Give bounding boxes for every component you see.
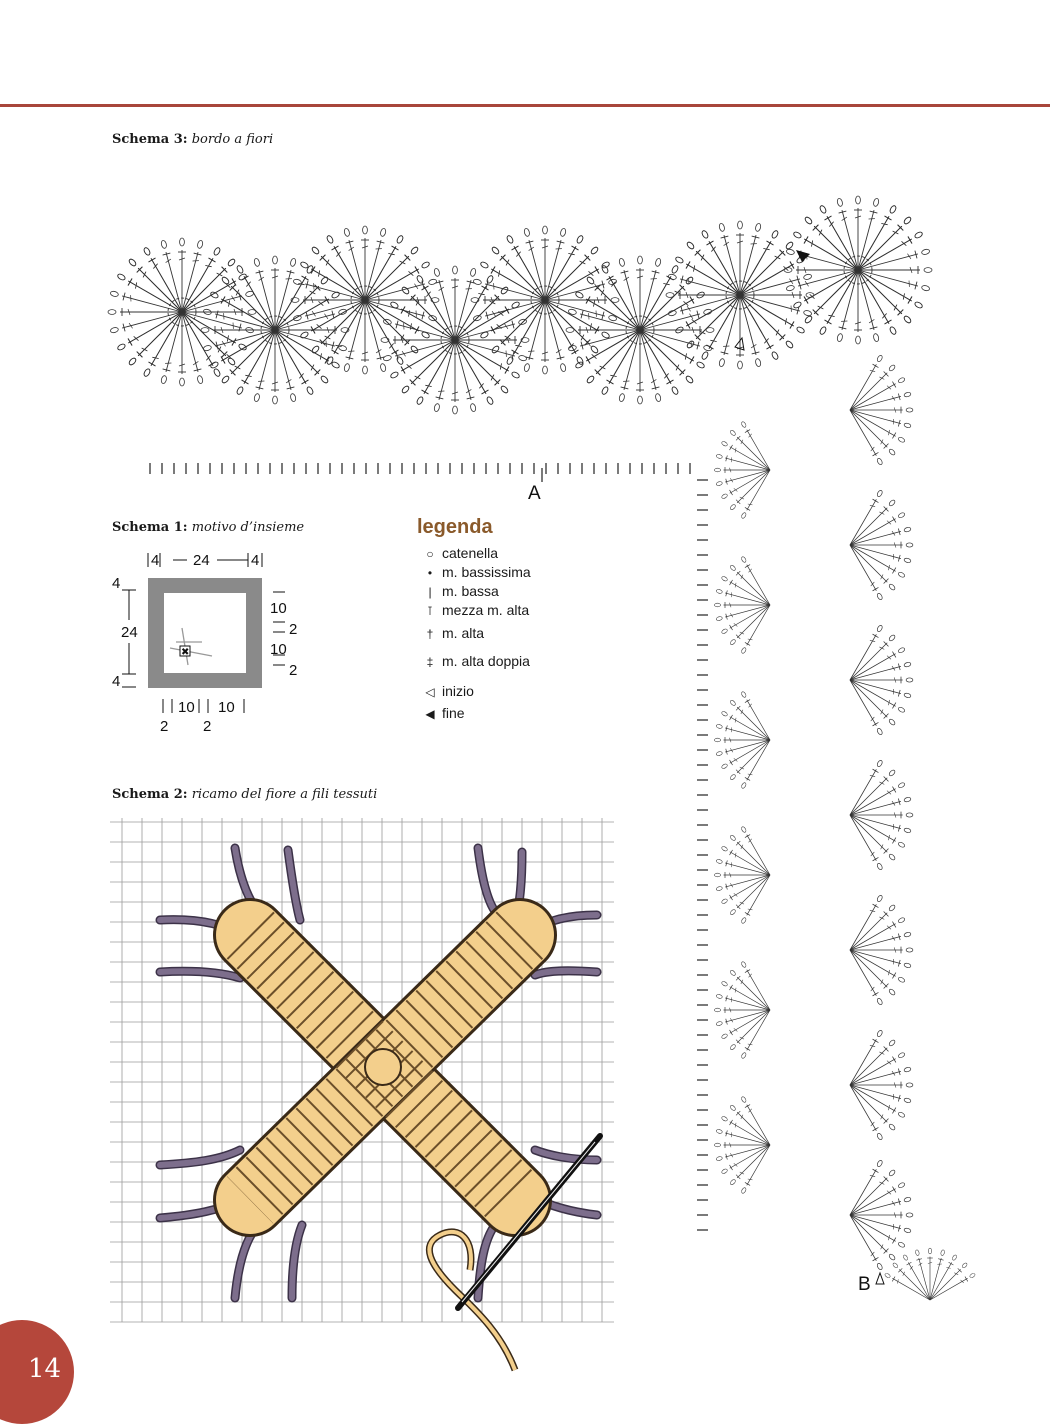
chain-icon: ○ [426, 547, 434, 561]
legend-title: legenda [417, 516, 493, 538]
dim-label: 2 [289, 621, 298, 638]
dim-label: 4 [112, 673, 121, 690]
dim-label: 24 [121, 624, 138, 641]
dim-label: 4 [112, 575, 121, 592]
dim-label: 2 [203, 718, 212, 735]
flower-motif [666, 221, 814, 369]
fan-motif [847, 354, 913, 466]
flower-motif [108, 238, 256, 386]
treble-crochet-icon: ‡ [426, 655, 434, 669]
schema2-caption: Schema 2: ricamo del fiore a fili tessuti [112, 787, 378, 802]
schema3-caption: Schema 3: bordo a fiori [112, 132, 274, 147]
svg-text:✖: ✖ [181, 647, 190, 658]
legend-item: ◁ inizio [418, 683, 474, 699]
dim-label: 2 [289, 662, 298, 679]
fan-motif [847, 759, 913, 871]
flower-motif [381, 266, 529, 414]
fan-motif [715, 690, 773, 789]
center-field [164, 593, 246, 673]
legend-item: ◀ fine [418, 705, 465, 721]
dim-label: 4 [251, 552, 260, 569]
half-double-icon: ⊺ [426, 604, 434, 618]
fan-motif [847, 1159, 913, 1271]
schema3-ruler-vertical [697, 480, 708, 1230]
schema1-diagram [112, 552, 297, 735]
fan-motif [884, 1248, 977, 1302]
end-marker-icon [796, 250, 810, 262]
marker-a: A [528, 483, 541, 504]
dim-label: 10 [178, 699, 195, 716]
schema3-horizontal-border [108, 196, 932, 414]
dim-label: 2 [160, 718, 169, 735]
fan-motif [715, 960, 773, 1059]
schema2-woven-arms [250, 935, 520, 1200]
legend-item: • m. bassissima [418, 564, 531, 580]
fan-motif [715, 1095, 773, 1194]
schema3-ruler-horizontal [150, 463, 690, 482]
legend-item: ‡ m. alta doppia [418, 653, 530, 669]
schema3-vertical-border [715, 354, 977, 1303]
double-crochet-icon: † [426, 627, 434, 641]
legend-item: | m. bassa [418, 583, 499, 599]
single-crochet-icon: | [428, 585, 432, 599]
dim-label: 4 [151, 552, 160, 569]
slip-stitch-icon: • [427, 566, 433, 580]
fan-motif [715, 555, 773, 654]
schema1-caption: Schema 1: motivo d’insieme [112, 520, 305, 535]
flower-motif [471, 226, 619, 374]
fan-motif [847, 624, 913, 736]
legend-item: ⊺ mezza m. alta [418, 602, 529, 618]
end-icon: ◀ [425, 707, 435, 721]
start-marker-icon [735, 338, 744, 350]
dim-label: 10 [270, 600, 287, 617]
fan-motif [715, 825, 773, 924]
legend-item: ○ catenella [418, 545, 498, 561]
start-marker-icon [876, 1273, 884, 1284]
fan-motif [715, 420, 773, 519]
marker-b: B [858, 1274, 871, 1295]
fan-motif [847, 894, 913, 1006]
fan-motif [847, 1029, 913, 1141]
legend-item: † m. alta [418, 625, 484, 641]
dim-label: 10 [218, 699, 235, 716]
fan-motif [847, 489, 913, 601]
dim-label: 10 [270, 641, 287, 658]
flower-motif [784, 196, 932, 344]
flower-motif [566, 256, 714, 404]
dim-label: 24 [193, 552, 210, 569]
start-icon: ◁ [425, 685, 435, 699]
page-number: 14 [28, 1354, 62, 1384]
